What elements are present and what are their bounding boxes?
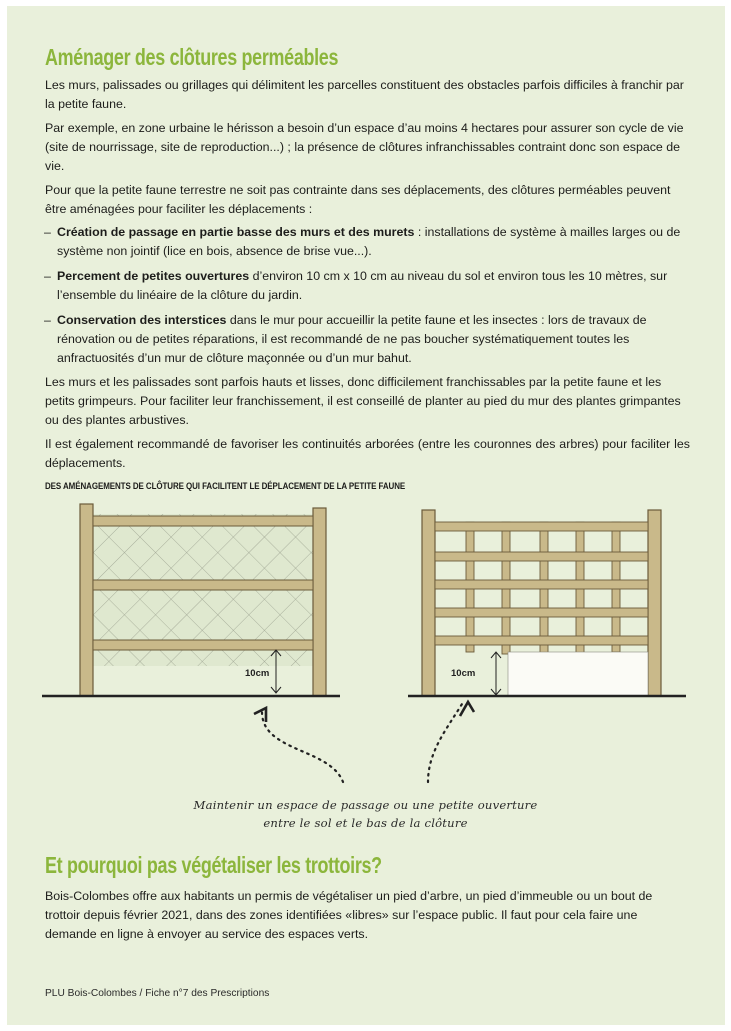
handwritten-note-line1: Maintenir un espace de passage ou une petite ouverture xyxy=(193,798,538,812)
mesh-fence xyxy=(80,504,326,696)
figure-caption: DES AMÉNAGEMENTS DE CLÔTURE QUI FACILITENT LE DÉPLACEMENT DE LA PETITE FAUNE xyxy=(45,481,406,492)
pointer-arrow xyxy=(262,712,343,782)
fence-drawing xyxy=(0,490,731,850)
fence-rail xyxy=(93,516,313,526)
fence-rail xyxy=(93,640,313,650)
fence-post-left xyxy=(422,510,435,696)
handwritten-note-line2: entre le sol et le bas de la clôture xyxy=(263,816,468,830)
list-item: – Conservation des interstices dans le mur pour accueillir la petite faune et les insectes : lors de travaux de rénovation ou de petites réparations, il est recommandé de ne pas boucher systématiquement toutes les anfractuosités d’un mur de clôture maçonnée ou d’un mur bahut. xyxy=(44,313,647,365)
paragraph-intro: Les murs, palissades ou grillages qui délimitent les parcelles constituent des obstacles parfois difficiles à franchir par la petite faune. xyxy=(45,78,684,111)
lattice-fence xyxy=(422,510,661,696)
paragraph-walls: Les murs et les palissades sont parfois hauts et lisses, donc difficilement franchissables par la petite faune et les petits grimpeurs. Pour faciliter leur franchissement, il est conseillé de planter au pied du mur des plantes grimpantes ou des plantes arbustives. xyxy=(45,375,681,427)
measures-list xyxy=(45,223,690,368)
gap-label: 10cm xyxy=(451,668,476,679)
pointer-arrow xyxy=(428,704,462,782)
section2-heading xyxy=(45,852,477,879)
wall-base xyxy=(508,652,648,696)
section2-body xyxy=(45,887,685,944)
section-title: Et pourquoi pas végétaliser les trottoirs? xyxy=(45,852,382,878)
paragraph-permeable: Pour que la petite faune terrestre ne soit pas contrainte dans ses déplacements, des clôtures perméables peuvent être aménagées pour faciliter les déplacements : xyxy=(45,183,671,216)
paragraph-trees: Il est également recommandé de favoriser les continuités arborées (entre les couronnes des arbres) pour faciliter les déplacements. xyxy=(45,437,690,470)
section-title: Aménager des clôtures perméables xyxy=(45,44,339,70)
fence-rail xyxy=(93,580,313,590)
list-item: – Création de passage en partie basse des murs et des murets : installations de système à mailles larges ou de système non jointif (lice en bois, absence de brise vue...). xyxy=(44,225,681,258)
fence-illustration xyxy=(0,490,731,850)
main-content xyxy=(45,44,690,492)
page-footer: PLU Bois-Colombes / Fiche n°7 des Prescriptions xyxy=(45,988,270,999)
fence-post-right xyxy=(648,510,661,696)
paragraph-hedgehog: Par exemple, en zone urbaine le hérisson a besoin d’un espace d’au moins 4 hectares pour assurer son cycle de vie (site de nourrissage, site de reproduction...) ; la présence de clôtures infranchissables contraint donc son espace de vie. xyxy=(45,121,684,173)
fence-post-left xyxy=(80,504,93,696)
list-item: – Percement de petites ouvertures d’environ 10 cm x 10 cm au niveau du sol et environ tous les 10 mètres, sur l’ensemble du linéaire de la clôture du jardin. xyxy=(44,269,668,302)
paragraph-permit: Bois-Colombes offre aux habitants un permis de végétaliser un pied d’arbre, un pied d’immeuble ou un bout de trottoir depuis février 2021, dans des zones identifiées «libres» sur l’espace public. Il faut pour cela faire une demande en ligne à envoyer au service des espaces verts. xyxy=(45,889,653,941)
fence-post-right xyxy=(313,508,326,696)
gap-label: 10cm xyxy=(245,668,270,679)
